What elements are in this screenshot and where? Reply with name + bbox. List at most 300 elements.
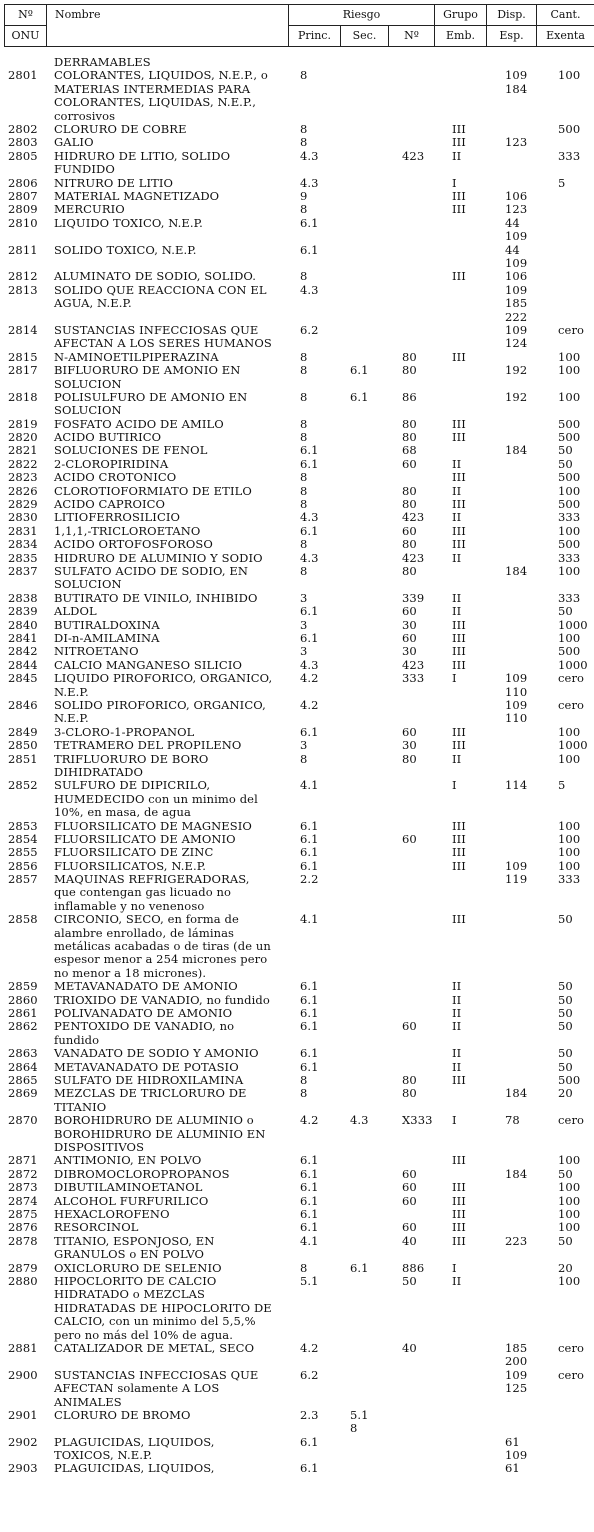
risk-princ-cell: 3 xyxy=(300,590,308,605)
cant-cell: 100 xyxy=(558,363,581,378)
risk-princ-cell: 6.1 xyxy=(300,1153,319,1168)
group-cell: III xyxy=(452,1193,466,1208)
cant-cell: 100 xyxy=(558,564,581,578)
table-row xyxy=(0,1409,594,1436)
disp-cell: 184 xyxy=(505,1166,528,1181)
group-cell: II xyxy=(452,1273,462,1288)
disp-cell: 123 xyxy=(505,135,528,150)
header-cant: Cant. xyxy=(537,5,594,26)
cant-cell: 500 xyxy=(558,537,581,552)
risk-princ-cell: 8 xyxy=(300,537,308,552)
table-row xyxy=(0,485,594,498)
table-row xyxy=(0,860,594,873)
table-row xyxy=(0,1020,594,1047)
risk-princ-cell: 6.1 xyxy=(300,818,319,833)
cant-cell: 333 xyxy=(558,550,581,565)
onu-cell: 2822 xyxy=(8,456,38,471)
table-row xyxy=(0,605,594,618)
name-cell: RESORCINOL xyxy=(54,1220,139,1235)
risk-no-cell: 60 xyxy=(402,456,417,471)
onu-cell: 2852 xyxy=(8,778,38,793)
cant-cell: 1000 xyxy=(558,617,588,632)
name-cell: HEXACLOROFENO xyxy=(54,1206,170,1221)
disp-cell: 44 109 xyxy=(505,215,528,244)
name-cell: BOROHIDRURO DE ALUMINIO o BOROHIDRURO DE ALUMINIO EN DISPOSITIVOS xyxy=(54,1113,266,1154)
group-cell: III xyxy=(452,416,466,431)
name-cell: TRIOXIDO DE VANADIO, no fundido xyxy=(54,992,270,1007)
name-cell: HIPOCLORITO DE CALCIO HIDRATADO o MEZCLAS HIDRATADAS DE HIPOCLORITO DE CALCIO, con un minimo del 5,5,% pero no más del 10% de agua. xyxy=(54,1273,272,1342)
cant-cell: 5 xyxy=(558,778,566,793)
table-row xyxy=(0,538,594,551)
onu-cell: 2830 xyxy=(8,510,38,525)
group-cell: III xyxy=(452,202,466,217)
table-row xyxy=(0,1221,594,1234)
onu-cell: 2873 xyxy=(8,1180,38,1195)
table-row xyxy=(0,1181,594,1194)
risk-no-cell: 30 xyxy=(402,644,417,659)
onu-cell: 2810 xyxy=(8,215,38,230)
onu-cell: 2857 xyxy=(8,872,38,887)
risk-no-cell: 60 xyxy=(402,604,417,619)
onu-cell: 2864 xyxy=(8,1059,38,1074)
name-cell: ACIDO ORTOFOSFOROSO xyxy=(54,537,213,552)
cant-cell: 100 xyxy=(558,1206,581,1221)
onu-cell: 2845 xyxy=(8,671,38,686)
onu-cell: 2820 xyxy=(8,430,38,445)
name-cell: DERRAMABLES COLORANTES, LIQUIDOS, N.E.P., o MATERIAS INTERMEDIAS PARA COLORANTES, LIQUIDAS, N.E.P., corrosivos xyxy=(54,55,268,123)
onu-cell: 2872 xyxy=(8,1166,38,1181)
disp-cell: 114 xyxy=(505,778,528,793)
risk-princ-cell: 8 xyxy=(300,751,308,766)
header-sec: Sec. xyxy=(341,26,389,47)
risk-princ-cell: 8 xyxy=(300,1260,308,1275)
onu-cell: 2876 xyxy=(8,1220,38,1235)
risk-no-cell: 333 xyxy=(402,671,425,686)
table-header xyxy=(4,4,594,47)
name-cell: FLUORSILICATO DE MAGNESIO xyxy=(54,818,252,833)
table-row xyxy=(0,1154,594,1167)
onu-cell: 2880 xyxy=(8,1273,38,1288)
risk-princ-cell: 9 xyxy=(300,188,308,203)
table-row xyxy=(0,672,594,699)
onu-cell: 2870 xyxy=(8,1113,38,1128)
header-num: Nº xyxy=(389,26,435,47)
name-cell: POLISULFURO DE AMONIO EN SOLUCION xyxy=(54,389,248,418)
group-cell: III xyxy=(452,617,466,632)
risk-princ-cell: 6.1 xyxy=(300,215,319,230)
name-cell: NITROETANO xyxy=(54,644,139,659)
disp-cell: 185 200 xyxy=(505,1340,528,1369)
group-cell: III xyxy=(452,858,466,873)
risk-no-cell: 86 xyxy=(402,389,417,404)
risk-no-cell: 339 xyxy=(402,590,425,605)
cant-cell: 50 xyxy=(558,1166,573,1181)
table-row xyxy=(0,418,594,431)
table-row xyxy=(0,753,594,780)
risk-princ-cell: 8 xyxy=(300,269,308,284)
onu-cell: 2875 xyxy=(8,1206,38,1221)
cant-cell: 1000 xyxy=(558,657,588,672)
cant-cell: 100 xyxy=(558,845,581,860)
table-row xyxy=(0,364,594,391)
onu-cell: 2805 xyxy=(8,148,38,163)
name-cell: SULFATO ACIDO DE SODIO, EN SOLUCION xyxy=(54,564,249,592)
cant-cell: 50 xyxy=(558,604,573,619)
risk-no-cell: 60 xyxy=(402,1220,417,1235)
onu-cell: 2818 xyxy=(8,389,38,404)
risk-princ-cell: 4.1 xyxy=(300,912,319,927)
header-esp: Esp. xyxy=(487,26,537,47)
risk-princ-cell: 4.2 xyxy=(300,1340,319,1355)
table-row xyxy=(0,820,594,833)
risk-princ-cell: 4.3 xyxy=(300,175,319,190)
onu-cell: 2815 xyxy=(8,349,38,364)
table-row xyxy=(0,1074,594,1087)
risk-princ-cell: 8 xyxy=(300,363,308,378)
risk-princ-cell: 6.1 xyxy=(300,831,319,846)
cant-cell: 50 xyxy=(558,912,573,927)
name-cell: SUSTANCIAS INFECCIOSAS QUE AFECTAN solamente A LOS ANIMALES xyxy=(54,1367,259,1409)
group-cell: III xyxy=(452,630,466,645)
onu-cell: 2819 xyxy=(8,416,38,431)
group-cell: III xyxy=(452,122,466,136)
cant-cell: cero xyxy=(558,322,585,337)
group-cell: II xyxy=(452,1046,462,1061)
cant-cell: 500 xyxy=(558,122,581,136)
risk-princ-cell: 4.1 xyxy=(300,1233,319,1248)
name-cell: LIQUIDO PIROFORICO, ORGANICO, N.E.P. xyxy=(54,671,273,699)
table-row xyxy=(0,619,594,632)
onu-cell: 2881 xyxy=(8,1340,38,1355)
name-cell: OXICLORURO DE SELENIO xyxy=(54,1260,222,1275)
name-cell: BIFLUORURO DE AMONIO EN SOLUCION xyxy=(54,363,241,391)
group-cell: II xyxy=(452,550,462,565)
cant-cell: 50 xyxy=(558,1006,573,1021)
onu-cell: 2859 xyxy=(8,979,38,994)
risk-sec-cell: 6.1 xyxy=(350,363,369,378)
name-cell: SUSTANCIAS INFECCIOSAS QUE AFECTAN A LOS SERES HUMANOS xyxy=(54,322,272,351)
onu-cell: 2814 xyxy=(8,322,38,337)
risk-princ-cell: 6.1 xyxy=(300,1434,319,1449)
risk-princ-cell: 6.1 xyxy=(300,1166,319,1181)
name-cell: 1,1,1,-TRICLOROETANO xyxy=(54,523,201,538)
table-row xyxy=(0,739,594,752)
risk-no-cell: X333 xyxy=(402,1113,433,1128)
risk-princ-cell: 6.1 xyxy=(300,456,319,471)
risk-no-cell: 30 xyxy=(402,617,417,632)
risk-no-cell: 60 xyxy=(402,1193,417,1208)
cant-cell: 500 xyxy=(558,644,581,659)
risk-no-cell: 40 xyxy=(402,1233,417,1248)
onu-cell: 2863 xyxy=(8,1046,38,1061)
cant-cell: 50 xyxy=(558,456,573,471)
disp-cell: 192 xyxy=(505,389,528,404)
onu-cell: 2811 xyxy=(8,242,38,257)
table-row xyxy=(0,980,594,993)
onu-cell: 2879 xyxy=(8,1260,38,1275)
group-cell: II xyxy=(452,979,462,994)
table-row xyxy=(0,136,594,149)
cant-cell: 50 xyxy=(558,443,573,458)
table-row xyxy=(0,1275,594,1342)
table-row xyxy=(0,244,594,271)
group-cell: III xyxy=(452,523,466,538)
risk-princ-cell: 8 xyxy=(300,497,308,512)
risk-princ-cell: 6.1 xyxy=(300,1461,319,1476)
cant-cell: 333 xyxy=(558,148,581,163)
group-cell: II xyxy=(452,604,462,619)
name-cell: SOLUCIONES DE FENOL xyxy=(54,443,208,458)
disp-cell: 123 xyxy=(505,202,528,217)
risk-princ-cell: 8 xyxy=(300,202,308,217)
header-exenta: Exenta xyxy=(537,26,594,47)
group-cell: II xyxy=(452,1059,462,1074)
risk-no-cell: 60 xyxy=(402,831,417,846)
risk-princ-cell: 6.1 xyxy=(300,1046,319,1061)
onu-cell: 2901 xyxy=(8,1407,38,1422)
disp-cell: 61 109 xyxy=(505,1434,528,1463)
risk-princ-cell: 2.2 xyxy=(300,872,319,887)
name-cell: TITANIO, ESPONJOSO, EN GRANULOS o EN POLVO xyxy=(54,1233,215,1262)
group-cell: III xyxy=(452,188,466,203)
onu-cell: 2856 xyxy=(8,858,38,873)
table-row xyxy=(0,1047,594,1060)
cant-cell: 100 xyxy=(558,523,581,538)
name-cell: FLUORSILICATOS, N.E.P. xyxy=(54,858,207,873)
risk-no-cell: 60 xyxy=(402,1180,417,1195)
cant-cell: 50 xyxy=(558,1059,573,1074)
table-row xyxy=(0,1262,594,1275)
risk-no-cell: 886 xyxy=(402,1260,425,1275)
onu-cell: 2855 xyxy=(8,845,38,860)
name-cell: BUTIRALDOXINA xyxy=(54,617,160,632)
table-row xyxy=(0,391,594,418)
cant-cell: cero xyxy=(558,1113,585,1128)
disp-cell: 109 185 222 xyxy=(505,282,528,324)
risk-princ-cell: 6.1 xyxy=(300,845,319,860)
table-row xyxy=(0,525,594,538)
table-row xyxy=(0,632,594,645)
name-cell: 3-CLORO-1-PROPANOL xyxy=(54,724,195,739)
onu-cell: 2809 xyxy=(8,202,38,217)
name-cell: POLIVANADATO DE AMONIO xyxy=(54,1006,233,1021)
risk-princ-cell: 6.1 xyxy=(300,604,319,619)
cant-cell: 50 xyxy=(558,992,573,1007)
header-disp: Disp. xyxy=(487,5,537,26)
group-cell: III xyxy=(452,657,466,672)
name-cell: CLORURO DE COBRE xyxy=(54,122,187,136)
onu-cell: 2861 xyxy=(8,1006,38,1021)
header-riesgo: Riesgo xyxy=(289,5,435,26)
name-cell: GALIO xyxy=(54,135,94,150)
name-cell: DIBROMOCLOROPROPANOS xyxy=(54,1166,230,1181)
table-row xyxy=(0,994,594,1007)
risk-princ-cell: 4.1 xyxy=(300,778,319,793)
risk-princ-cell: 6.1 xyxy=(300,979,319,994)
cant-cell: 100 xyxy=(558,1220,581,1235)
group-cell: I xyxy=(452,1260,457,1275)
cant-cell: 333 xyxy=(558,872,581,887)
cant-cell: 333 xyxy=(558,590,581,605)
cant-cell: 100 xyxy=(558,389,581,404)
name-cell: LIQUIDO TOXICO, N.E.P. xyxy=(54,215,203,230)
onu-cell: 2854 xyxy=(8,831,38,846)
risk-no-cell: 423 xyxy=(402,550,425,565)
name-cell: ACIDO BUTIRICO xyxy=(54,430,162,445)
name-cell: ANTIMONIO, EN POLVO xyxy=(54,1153,202,1168)
name-cell: SULFATO DE HIDROXILAMINA xyxy=(54,1073,244,1087)
onu-cell: 2840 xyxy=(8,617,38,632)
table-row xyxy=(0,431,594,444)
disp-cell: 109 184 xyxy=(505,68,528,96)
table-row xyxy=(0,1061,594,1074)
risk-princ-cell: 6.1 xyxy=(300,858,319,873)
risk-princ-cell: 3 xyxy=(300,617,308,632)
cant-cell: 500 xyxy=(558,470,581,485)
risk-princ-cell: 8 xyxy=(300,135,308,150)
disp-cell: 44 109 xyxy=(505,242,528,270)
risk-princ-cell: 4.3 xyxy=(300,148,319,163)
onu-cell: 2801 xyxy=(8,68,38,83)
group-cell: III xyxy=(452,1180,466,1195)
cant-cell: 1000 xyxy=(558,738,588,753)
cant-cell: 100 xyxy=(558,818,581,833)
name-cell: MAQUINAS REFRIGERADORAS, que contengan gas licuado no inflamable y no venenoso xyxy=(54,872,250,913)
group-cell: II xyxy=(452,751,462,766)
name-cell: ACIDO CROTONICO xyxy=(54,470,177,485)
cant-cell: 100 xyxy=(558,1273,581,1288)
onu-cell: 2869 xyxy=(8,1086,38,1101)
table-row xyxy=(0,699,594,726)
risk-princ-cell: 8 xyxy=(300,1086,308,1101)
onu-cell: 2834 xyxy=(8,537,38,552)
group-cell: II xyxy=(452,1006,462,1021)
risk-no-cell: 423 xyxy=(402,148,425,163)
name-cell: VANADATO DE SODIO Y AMONIO xyxy=(54,1046,259,1061)
onu-cell: 2817 xyxy=(8,363,38,378)
onu-cell: 2841 xyxy=(8,630,38,645)
onu-cell: 2903 xyxy=(8,1461,38,1476)
name-cell: CIRCONIO, SECO, en forma de alambre enrollado, de láminas metálicas acabadas o de tiras (de un espesor menor a 254 micrones pero no menor a 18 micrones). xyxy=(54,912,271,980)
onu-cell: 2839 xyxy=(8,604,38,619)
group-cell: I xyxy=(452,778,457,793)
name-cell: FOSFATO ACIDO DE AMILO xyxy=(54,416,224,431)
group-cell: III xyxy=(452,269,466,284)
onu-cell: 2821 xyxy=(8,443,38,458)
name-cell: SOLIDO TOXICO, N.E.P. xyxy=(54,242,197,257)
risk-princ-cell: 6.1 xyxy=(300,443,319,458)
table-row xyxy=(0,552,594,565)
onu-cell: 2831 xyxy=(8,523,38,538)
cant-cell: 100 xyxy=(558,1153,581,1168)
risk-princ-cell: 8 xyxy=(300,430,308,445)
risk-princ-cell: 6.2 xyxy=(300,322,319,337)
group-cell: II xyxy=(452,456,462,471)
onu-cell: 2829 xyxy=(8,497,38,512)
risk-princ-cell: 3 xyxy=(300,644,308,659)
risk-princ-cell: 6.1 xyxy=(300,992,319,1007)
risk-no-cell: 68 xyxy=(402,443,417,458)
onu-cell: 2813 xyxy=(8,282,38,297)
table-row xyxy=(0,217,594,244)
risk-no-cell: 60 xyxy=(402,1166,417,1181)
disp-cell: 61 xyxy=(505,1461,520,1476)
group-cell: III xyxy=(452,470,466,485)
risk-no-cell: 50 xyxy=(402,1273,417,1288)
disp-cell: 192 xyxy=(505,363,528,378)
risk-no-cell: 60 xyxy=(402,630,417,645)
name-cell: CATALIZADOR DE METAL, SECO xyxy=(54,1340,255,1355)
header-emb: Emb. xyxy=(435,26,487,47)
risk-princ-cell: 4.2 xyxy=(300,1113,319,1128)
table-row xyxy=(0,56,594,123)
onu-cell: 2900 xyxy=(8,1367,38,1382)
cant-cell: 5 xyxy=(558,175,566,190)
risk-no-cell: 60 xyxy=(402,1019,417,1034)
risk-princ-cell: 6.1 xyxy=(300,1019,319,1034)
name-cell: MATERIAL MAGNETIZADO xyxy=(54,188,220,203)
group-cell: III xyxy=(452,738,466,753)
name-cell: HIDRURO DE LITIO, SOLIDO FUNDIDO xyxy=(54,148,231,177)
risk-princ-cell: 8 xyxy=(300,1073,308,1087)
risk-princ-cell: 4.3 xyxy=(300,282,319,297)
cant-cell: 100 xyxy=(558,858,581,873)
disp-cell: 109 110 xyxy=(505,697,528,726)
table-row xyxy=(0,270,594,283)
risk-no-cell: 80 xyxy=(402,537,417,552)
name-cell: DI-n-AMILAMINA xyxy=(54,630,160,645)
name-cell: TETRAMERO DEL PROPILENO xyxy=(54,738,242,753)
risk-princ-cell: 6.1 xyxy=(300,1006,319,1021)
disp-cell: 119 xyxy=(505,872,528,887)
cant-cell: 500 xyxy=(558,416,581,431)
onu-cell: 2806 xyxy=(8,175,38,190)
onu-cell: 2902 xyxy=(8,1434,38,1449)
cant-cell: 20 xyxy=(558,1086,573,1101)
group-cell: III xyxy=(452,845,466,860)
header-princ: Princ. xyxy=(289,26,341,47)
onu-cell: 2858 xyxy=(8,912,38,927)
table-row xyxy=(0,203,594,216)
cant-cell: cero xyxy=(558,1340,585,1355)
onu-cell: 2802 xyxy=(8,122,38,136)
risk-princ-cell: 8 xyxy=(300,470,308,485)
name-cell: SOLIDO PIROFORICO, ORGANICO, N.E.P. xyxy=(54,697,266,726)
name-cell: ALUMINATO DE SODIO, SOLIDO. xyxy=(54,269,257,284)
name-cell: SOLIDO QUE REACCIONA CON EL AGUA, N.E.P. xyxy=(54,282,267,311)
risk-princ-cell: 8 xyxy=(300,68,308,83)
disp-cell: 106 xyxy=(505,188,528,203)
risk-no-cell: 80 xyxy=(402,363,417,378)
risk-no-cell: 40 xyxy=(402,1340,417,1355)
onu-cell: 2878 xyxy=(8,1233,38,1248)
onu-cell: 2871 xyxy=(8,1153,38,1168)
table-row xyxy=(0,1342,594,1369)
group-cell: II xyxy=(452,1019,462,1034)
onu-cell: 2844 xyxy=(8,657,38,672)
header-onu: ONU xyxy=(5,26,47,47)
group-cell: III xyxy=(452,1220,466,1235)
group-cell: III xyxy=(452,644,466,659)
name-cell: ACIDO CAPROICO xyxy=(54,497,166,512)
name-cell: ALDOL xyxy=(54,604,97,619)
table-row xyxy=(0,444,594,457)
group-cell: III xyxy=(452,135,466,150)
table-row xyxy=(0,1168,594,1181)
risk-sec-cell: 4.3 xyxy=(350,1113,369,1128)
risk-no-cell: 423 xyxy=(402,657,425,672)
name-cell: METAVANADATO DE AMONIO xyxy=(54,979,238,994)
